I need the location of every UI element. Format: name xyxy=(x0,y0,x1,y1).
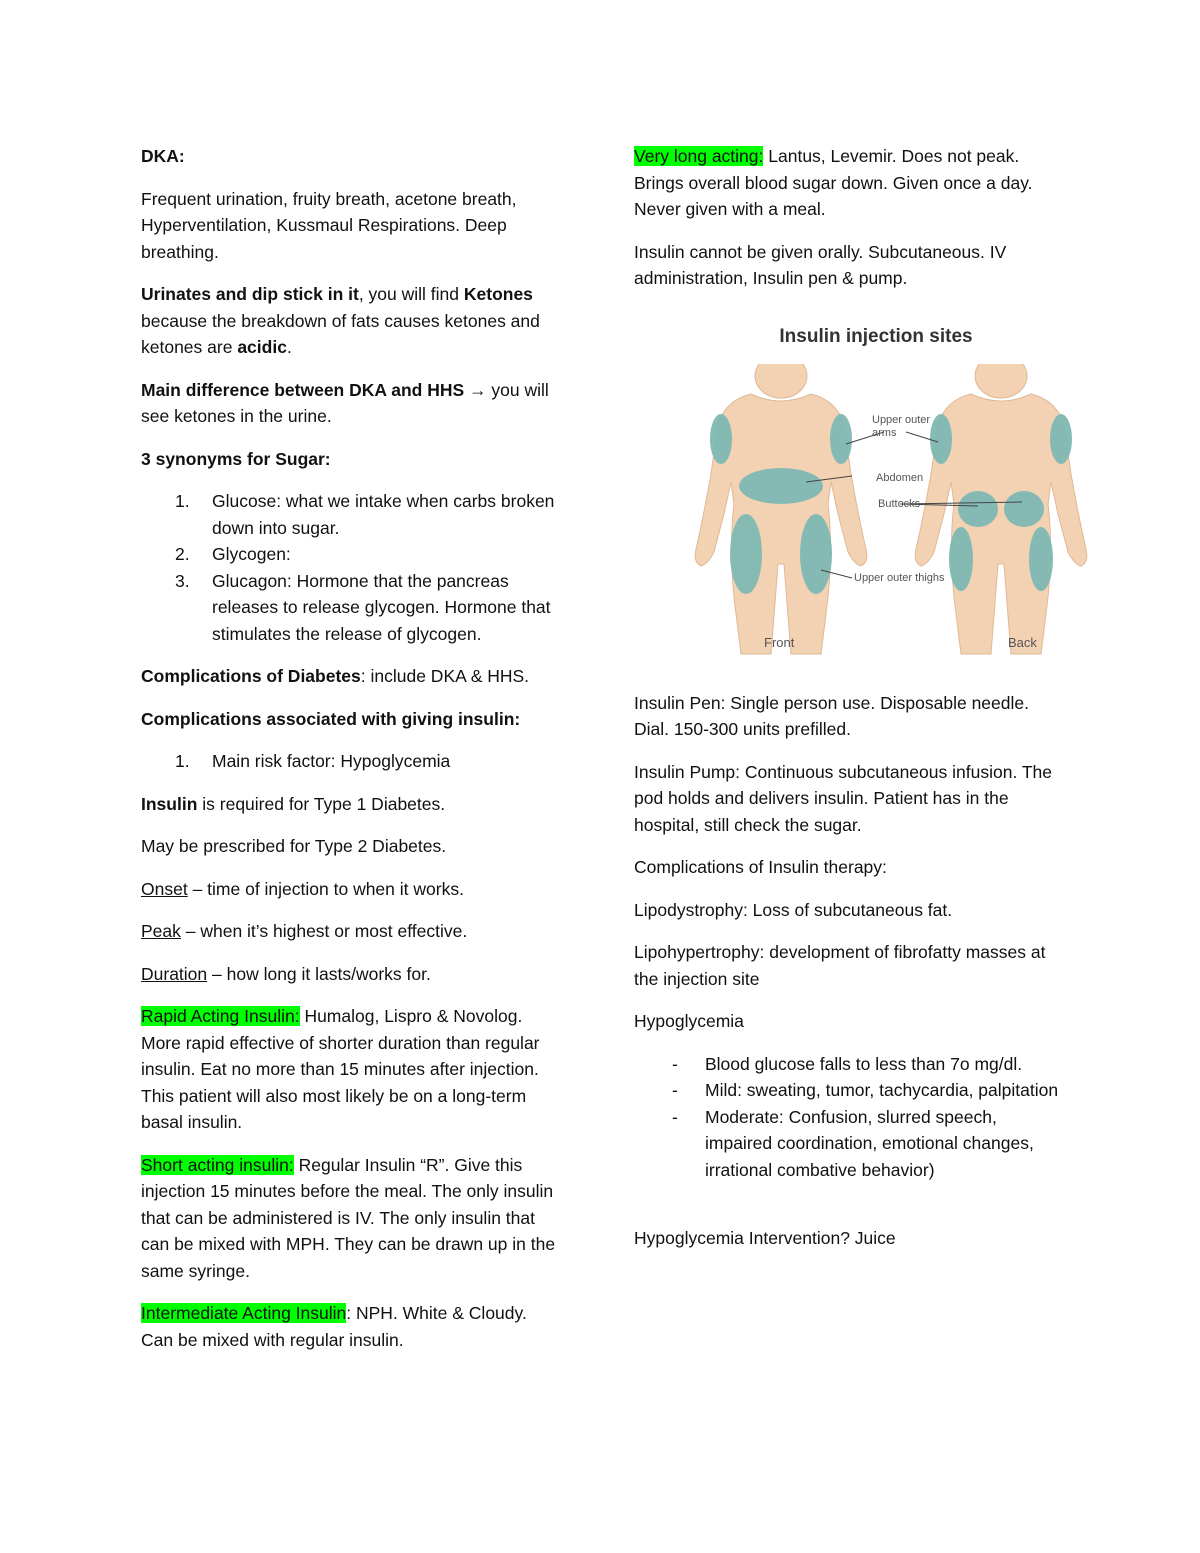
diabetes-complications: Complications of Diabetes: include DKA & HHS. xyxy=(141,666,530,686)
left-buttock-site xyxy=(958,491,998,527)
rapid-acting-insulin: Rapid Acting Insulin: Humalog, Lispro & Novolog. More rapid effective of shorter duration than regular insulin. Eat no more than 15 minutes after injection. This patient will also most likely be on a long-term basal insulin. xyxy=(141,1006,540,1132)
insulin-pump: Insulin Pump: Continuous subcutaneous infusion. The pod holds and delivers insulin. Patient has in the hospital, still check the sugar. xyxy=(634,761,1053,835)
type2-note: May be prescribed for Type 2 Diabetes. xyxy=(141,836,447,856)
back-right-thigh-site xyxy=(1029,527,1053,591)
front-right-thigh-site xyxy=(800,514,832,594)
insulin-administration: Insulin cannot be given orally. Subcutaneous. IV administration, Insulin pen & pump. xyxy=(634,241,1007,288)
back-left-thigh-site xyxy=(949,527,973,591)
synonyms-heading: 3 synonyms for Sugar: xyxy=(141,448,331,469)
lipodystrophy: Lipodystrophy: Loss of subcutaneous fat. xyxy=(634,899,953,920)
body-diagram xyxy=(656,364,1096,664)
arrow-right-icon: → xyxy=(469,379,487,400)
dka-hhs-difference: Main difference between DKA and HHS → you will see ketones in the urine. xyxy=(141,379,549,426)
abdomen-site xyxy=(739,468,823,504)
list-item: - Mild: sweating, tumor, tachycardia, palpitation xyxy=(672,1080,1059,1100)
lipohypertrophy: Lipohypertrophy: development of fibrofatty masses at the injection site xyxy=(634,942,1046,989)
dka-heading: DKA: xyxy=(141,146,185,166)
right-column xyxy=(634,143,1059,1268)
insulin-complications-list xyxy=(141,748,561,775)
therapy-complications: Complications of Insulin therapy: xyxy=(634,857,887,877)
front-right-arm-site xyxy=(830,414,852,464)
list-item: - Blood glucose falls to less than 7o mg/dl. xyxy=(672,1053,1023,1074)
caption-back: Back xyxy=(1008,634,1037,650)
list-item: 2. Glycogen: xyxy=(175,544,291,564)
insulin-required: Insulin is required for Type 1 Diabetes. xyxy=(141,793,446,814)
very-long-acting-insulin: Very long acting: Lantus, Levemir. Does not peak. Brings overall blood sugar down. Given once a day. Never given with a meal. xyxy=(634,146,1033,219)
dka-symptoms: Frequent urination, fruity breath, acetone breath, Hyperventilation, Kussmaul Respirations. Deep breathing. xyxy=(141,188,517,262)
hypoglycemia-heading: Hypoglycemia xyxy=(634,1011,744,1031)
list-item: - Moderate: Confusion, slurred speech, impaired coordination, emotional changes, irrational combative behavior) xyxy=(672,1106,1034,1180)
peak-definition: Peak – when it’s highest or most effective. xyxy=(141,921,468,941)
short-acting-insulin: Short acting insulin: Regular Insulin “R”. Give this injection 15 minutes before the meal. The only insulin that can be administered is IV. The only insulin that can be mixed with MPH. They can be drawn up in the same syringe. xyxy=(141,1154,556,1281)
back-head xyxy=(975,364,1027,398)
label-buttocks: Buttocks xyxy=(878,497,921,510)
label-upper-outer-thighs: Upper outer thighs xyxy=(854,571,945,584)
back-body xyxy=(915,364,1087,654)
ketones-paragraph: Urinates and dip stick in it, you will find Ketones because the breakdown of fats causes ketones and ketones are acidic. xyxy=(141,284,540,357)
figure-title: Insulin injection sites xyxy=(779,325,973,347)
right-buttock-site xyxy=(1004,491,1044,527)
label-upper-outer-arms: Upper outer arms xyxy=(872,413,931,439)
left-column xyxy=(141,143,561,1369)
caption-front: Front xyxy=(764,634,795,650)
hypoglycemia-list xyxy=(634,1051,1059,1184)
list-item: 1. Main risk factor: Hypoglycemia xyxy=(175,751,451,771)
onset-definition: Onset – time of injection to when it works. xyxy=(141,878,464,899)
front-body xyxy=(695,364,867,654)
list-item: 1. Glucose: what we intake when carbs broken down into sugar. xyxy=(175,491,555,538)
front-left-arm-site xyxy=(710,414,732,464)
insulin-pen: Insulin Pen: Single person use. Disposable needle. Dial. 150-300 units prefilled. xyxy=(634,692,1029,739)
back-right-arm-site xyxy=(1050,414,1072,464)
front-left-thigh-site xyxy=(730,514,762,594)
synonyms-list xyxy=(141,488,561,647)
duration-definition: Duration – how long it lasts/works for. xyxy=(141,963,431,984)
front-head xyxy=(755,364,807,398)
hypoglycemia-intervention: Hypoglycemia Intervention? Juice xyxy=(634,1228,896,1248)
intermediate-acting-insulin: Intermediate Acting Insulin: NPH. White & Cloudy. Can be mixed with regular insulin. xyxy=(141,1303,527,1350)
injection-sites-figure xyxy=(656,324,1096,664)
insulin-complications-heading: Complications associated with giving insulin: xyxy=(141,708,521,729)
label-abdomen: Abdomen xyxy=(876,471,924,484)
list-item: 3. Glucagon: Hormone that the pancreas releases to release glycogen. Hormone that stimulates the release of glycogen. xyxy=(175,570,551,644)
